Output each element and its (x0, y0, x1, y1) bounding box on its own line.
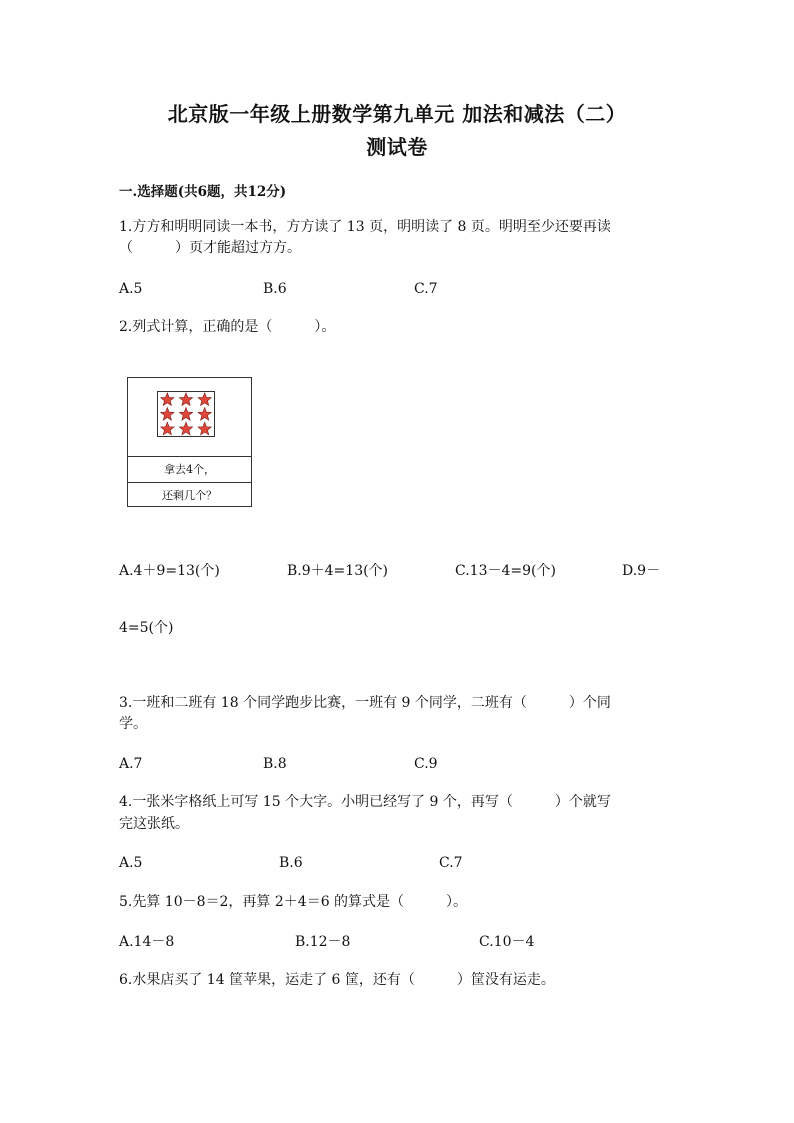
question-5-option-b[interactable]: B.12－8 (295, 934, 351, 950)
stars-svg (158, 392, 214, 436)
question-5-option-c[interactable]: C.10－4 (479, 934, 535, 950)
question-4-option-c[interactable]: C.7 (439, 855, 463, 871)
star-icon (161, 393, 174, 406)
star-icon (161, 422, 174, 435)
question-1-option-c[interactable]: C.7 (414, 281, 438, 297)
star-icon (161, 408, 174, 421)
question-2-line1: 2.列式计算，正确的是（ ）。 (119, 319, 336, 335)
question-4-line2: 完这张纸。 (119, 816, 189, 832)
question-1-line1: 1.方方和明明同读一本书，方方读了 13 页，明明读了 8 页。明明至少还要再读 (119, 219, 611, 235)
page-title: 北京版一年级上册数学第九单元 加法和减法（二） (167, 102, 627, 126)
page-subtitle: 测试卷 (366, 135, 428, 159)
question-3-option-c[interactable]: C.9 (414, 756, 438, 772)
star-icon (179, 408, 192, 421)
star-figure-top (128, 378, 251, 457)
question-2-option-a[interactable]: A.4＋9=13(个) (119, 563, 220, 579)
question-3-line1: 3.一班和二班有 18 个同学跑步比赛，一班有 9 个同学，二班有（ ）个同 (119, 695, 611, 711)
question-5-option-a[interactable]: A.14－8 (119, 934, 175, 950)
figure-row-take-away: 拿去4个， (128, 457, 251, 483)
question-2-option-b[interactable]: B.9＋4=13(个) (287, 563, 389, 579)
question-5-line1: 5.先算 10－8＝2，再算 2＋4＝6 的算式是（ ）。 (119, 894, 468, 910)
question-2-option-d-wrap: 4=5(个) (119, 620, 174, 636)
star-figure (127, 377, 252, 507)
question-4-option-a[interactable]: A.5 (119, 855, 143, 871)
section-heading: 一.选择题(共6题，共12分) (119, 184, 287, 200)
question-1-option-b[interactable]: B.6 (263, 281, 287, 297)
question-3-line2: 学。 (119, 716, 147, 732)
star-icon (198, 393, 211, 406)
question-4-option-b[interactable]: B.6 (279, 855, 303, 871)
star-icon (198, 422, 211, 435)
star-icon (179, 393, 192, 406)
star-icon (179, 422, 192, 435)
question-4-line1: 4.一张米字格纸上可写 15 个大字。小明已经写了 9 个，再写（ ）个就写 (119, 794, 611, 810)
star-grid (157, 391, 215, 437)
question-2-option-c[interactable]: C.13－4=9(个) (455, 563, 556, 579)
question-1-line2: （ ）页才能超过方方。 (119, 240, 301, 256)
question-3-option-a[interactable]: A.7 (119, 756, 143, 772)
question-6-line1: 6.水果店买了 14 筐苹果，运走了 6 筐，还有（ ）筐没有运走。 (119, 972, 555, 988)
question-1-option-a[interactable]: A.5 (119, 281, 143, 297)
figure-row-remaining: 还剩几个？ (162, 489, 217, 502)
question-3-option-b[interactable]: B.8 (263, 756, 287, 772)
star-icon (198, 408, 211, 421)
question-2-option-d[interactable]: D.9－ (622, 563, 661, 579)
